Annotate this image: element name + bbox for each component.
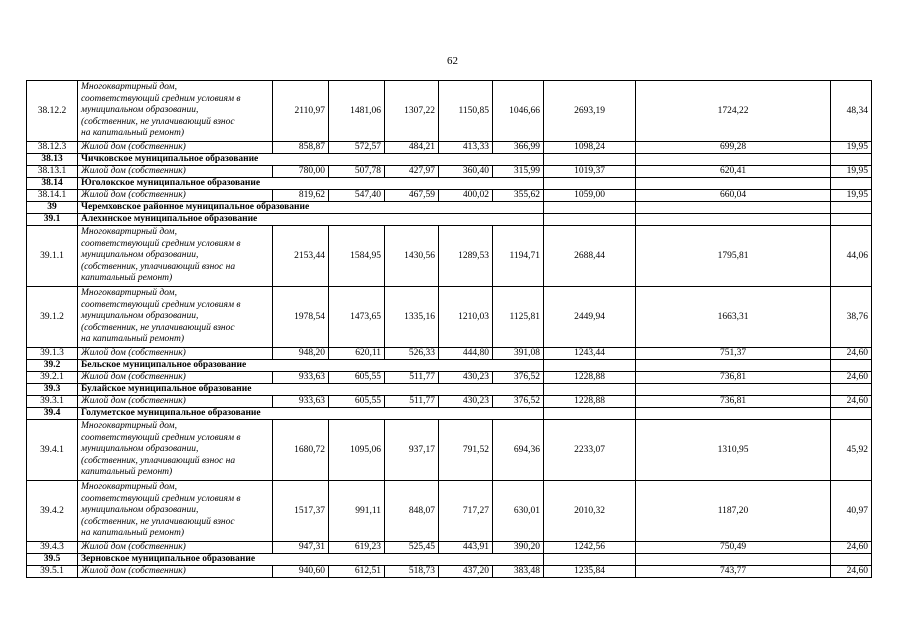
description-line: соответствующий средним условиям в <box>81 299 241 310</box>
value-cell: 948,20 <box>273 348 329 360</box>
value-cell: 1310,95 <box>636 420 831 481</box>
description-line: Многоквартирный дом, <box>81 82 177 93</box>
row-description: Жилой дом (собственник) <box>78 190 273 202</box>
value-cell: 1430,56 <box>385 226 439 287</box>
row-code: 38.12.2 <box>27 81 78 142</box>
value-cell: 572,57 <box>329 142 385 154</box>
value-cell: 525,45 <box>385 542 439 554</box>
value-cell: 1187,20 <box>636 481 831 542</box>
table-row <box>27 142 872 154</box>
value-cell: 1724,22 <box>636 81 831 142</box>
value-cell: 484,21 <box>385 142 439 154</box>
value-cell: 1795,81 <box>636 226 831 287</box>
value-cell: 390,20 <box>493 542 544 554</box>
description-line: муниципальном образовании, <box>81 105 199 116</box>
empty-cell <box>636 214 831 226</box>
value-cell: 1335,16 <box>385 287 439 348</box>
section-row <box>27 360 872 372</box>
description-line: муниципальном образовании, <box>81 250 199 261</box>
section-code: 39 <box>27 202 78 214</box>
row-description <box>78 481 273 542</box>
row-description <box>78 226 273 287</box>
value-cell: 2153,44 <box>273 226 329 287</box>
value-cell: 743,77 <box>636 566 831 578</box>
value-cell: 736,81 <box>636 372 831 384</box>
value-cell: 430,23 <box>439 372 493 384</box>
row-description: Жилой дом (собственник) <box>78 396 273 408</box>
description-line: муниципальном образовании, <box>81 311 199 322</box>
table-row <box>27 396 872 408</box>
table-row <box>27 166 872 178</box>
value-cell: 413,33 <box>439 142 493 154</box>
description-line: на капитальный ремонт) <box>81 528 185 539</box>
value-cell: 511,77 <box>385 396 439 408</box>
section-code: 38.14 <box>27 178 78 190</box>
table-body <box>27 81 872 578</box>
value-cell: 24,60 <box>831 396 872 408</box>
section-name: Голуметское муниципальное образование <box>78 408 544 420</box>
value-cell: 1194,71 <box>493 226 544 287</box>
value-cell: 1046,66 <box>493 81 544 142</box>
section-name: Юголокское муниципальное образование <box>78 178 544 190</box>
empty-cell <box>636 154 831 166</box>
section-row <box>27 154 872 166</box>
value-cell: 736,81 <box>636 396 831 408</box>
table-row <box>27 481 872 542</box>
section-row <box>27 214 872 226</box>
table-row <box>27 190 872 202</box>
value-cell: 1228,88 <box>544 396 636 408</box>
row-code: 39.4.2 <box>27 481 78 542</box>
value-cell: 619,23 <box>329 542 385 554</box>
value-cell: 383,48 <box>493 566 544 578</box>
row-code: 38.13.1 <box>27 166 78 178</box>
value-cell: 24,60 <box>831 566 872 578</box>
value-cell: 630,01 <box>493 481 544 542</box>
value-cell: 2449,94 <box>544 287 636 348</box>
empty-cell <box>636 360 831 372</box>
value-cell: 750,49 <box>636 542 831 554</box>
value-cell: 751,37 <box>636 348 831 360</box>
value-cell: 44,06 <box>831 226 872 287</box>
value-cell: 1019,37 <box>544 166 636 178</box>
value-cell: 1481,06 <box>329 81 385 142</box>
row-description: Жилой дом (собственник) <box>78 566 273 578</box>
value-cell: 38,76 <box>831 287 872 348</box>
empty-cell <box>544 154 636 166</box>
description-line: Многоквартирный дом, <box>81 421 177 432</box>
empty-cell <box>831 554 872 566</box>
value-cell: 1125,81 <box>493 287 544 348</box>
description-line: соответствующий средним условиям в <box>81 238 241 249</box>
description-line: Многоквартирный дом, <box>81 227 177 238</box>
table-row <box>27 420 872 481</box>
empty-cell <box>544 554 636 566</box>
value-cell: 19,95 <box>831 142 872 154</box>
section-row <box>27 408 872 420</box>
row-code: 39.1.3 <box>27 348 78 360</box>
empty-cell <box>831 408 872 420</box>
description-line: соответствующий средним условиям в <box>81 493 241 504</box>
value-cell: 660,04 <box>636 190 831 202</box>
value-cell: 360,40 <box>439 166 493 178</box>
section-code: 39.2 <box>27 360 78 372</box>
section-name: Чичковское муниципальное образование <box>78 154 544 166</box>
value-cell: 366,99 <box>493 142 544 154</box>
value-cell: 1228,88 <box>544 372 636 384</box>
value-cell: 376,52 <box>493 372 544 384</box>
section-row <box>27 178 872 190</box>
value-cell: 48,34 <box>831 81 872 142</box>
section-code: 39.3 <box>27 384 78 396</box>
section-code: 39.1 <box>27 214 78 226</box>
table-row <box>27 81 872 142</box>
table-row <box>27 348 872 360</box>
row-code: 39.1.2 <box>27 287 78 348</box>
row-description <box>78 420 273 481</box>
section-row <box>27 202 872 214</box>
value-cell: 40,97 <box>831 481 872 542</box>
value-cell: 791,52 <box>439 420 493 481</box>
empty-cell <box>831 154 872 166</box>
value-cell: 443,91 <box>439 542 493 554</box>
value-cell: 24,60 <box>831 372 872 384</box>
value-cell: 699,28 <box>636 142 831 154</box>
value-cell: 620,11 <box>329 348 385 360</box>
value-cell: 526,33 <box>385 348 439 360</box>
value-cell: 1289,53 <box>439 226 493 287</box>
section-code: 39.4 <box>27 408 78 420</box>
value-cell: 518,73 <box>385 566 439 578</box>
value-cell: 1473,65 <box>329 287 385 348</box>
row-description <box>78 81 273 142</box>
row-description: Жилой дом (собственник) <box>78 542 273 554</box>
empty-cell <box>831 384 872 396</box>
empty-cell <box>636 202 831 214</box>
value-cell: 19,95 <box>831 190 872 202</box>
value-cell: 315,99 <box>493 166 544 178</box>
value-cell: 1098,24 <box>544 142 636 154</box>
empty-cell <box>636 384 831 396</box>
table-row <box>27 372 872 384</box>
value-cell: 858,87 <box>273 142 329 154</box>
value-cell: 1663,31 <box>636 287 831 348</box>
section-name: Булайское муниципальное образование <box>78 384 544 396</box>
value-cell: 694,36 <box>493 420 544 481</box>
tariff-table <box>26 80 872 578</box>
value-cell: 1242,56 <box>544 542 636 554</box>
value-cell: 612,51 <box>329 566 385 578</box>
value-cell: 848,07 <box>385 481 439 542</box>
description-line: муниципальном образовании, <box>81 505 199 516</box>
section-name: Бельское муниципальное образование <box>78 360 544 372</box>
value-cell: 507,78 <box>329 166 385 178</box>
value-cell: 437,20 <box>439 566 493 578</box>
value-cell: 940,60 <box>273 566 329 578</box>
value-cell: 819,62 <box>273 190 329 202</box>
table-row <box>27 566 872 578</box>
empty-cell <box>636 178 831 190</box>
description-line: соответствующий средним условиям в <box>81 432 241 443</box>
row-code: 38.14.1 <box>27 190 78 202</box>
value-cell: 780,00 <box>273 166 329 178</box>
row-code: 39.4.3 <box>27 542 78 554</box>
value-cell: 24,60 <box>831 542 872 554</box>
value-cell: 717,27 <box>439 481 493 542</box>
value-cell: 1235,84 <box>544 566 636 578</box>
value-cell: 2233,07 <box>544 420 636 481</box>
description-line: капитальный ремонт) <box>81 273 173 284</box>
value-cell: 605,55 <box>329 396 385 408</box>
value-cell: 1243,44 <box>544 348 636 360</box>
table-row <box>27 226 872 287</box>
row-description <box>78 287 273 348</box>
description-line: (собственник, не уплачивающий взнос <box>81 516 235 527</box>
value-cell: 547,40 <box>329 190 385 202</box>
section-code: 38.13 <box>27 154 78 166</box>
empty-cell <box>544 202 636 214</box>
description-line: Многоквартирный дом, <box>81 482 177 493</box>
page-number: 62 <box>447 55 458 67</box>
row-description: Жилой дом (собственник) <box>78 166 273 178</box>
value-cell: 991,11 <box>329 481 385 542</box>
row-code: 39.5.1 <box>27 566 78 578</box>
section-row <box>27 384 872 396</box>
empty-cell <box>831 360 872 372</box>
description-line: муниципальном образовании, <box>81 444 199 455</box>
empty-cell <box>544 360 636 372</box>
row-code: 39.3.1 <box>27 396 78 408</box>
description-line: соответствующий средним условиям в <box>81 93 241 104</box>
value-cell: 1680,72 <box>273 420 329 481</box>
value-cell: 2110,97 <box>273 81 329 142</box>
value-cell: 511,77 <box>385 372 439 384</box>
value-cell: 1307,22 <box>385 81 439 142</box>
value-cell: 933,63 <box>273 396 329 408</box>
description-line: (собственник, уплачивающий взнос на <box>81 455 236 466</box>
description-line: капитальный ремонт) <box>81 467 173 478</box>
value-cell: 2688,44 <box>544 226 636 287</box>
description-line: Многоквартирный дом, <box>81 288 177 299</box>
row-code: 39.4.1 <box>27 420 78 481</box>
value-cell: 1150,85 <box>439 81 493 142</box>
value-cell: 1210,03 <box>439 287 493 348</box>
description-line: (собственник, не уплачивающий взнос <box>81 116 235 127</box>
value-cell: 2010,32 <box>544 481 636 542</box>
empty-cell <box>544 214 636 226</box>
empty-cell <box>636 408 831 420</box>
value-cell: 1584,95 <box>329 226 385 287</box>
row-description: Жилой дом (собственник) <box>78 348 273 360</box>
value-cell: 947,31 <box>273 542 329 554</box>
value-cell: 391,08 <box>493 348 544 360</box>
description-line: (собственник, уплачивающий взнос на <box>81 261 236 272</box>
value-cell: 19,95 <box>831 166 872 178</box>
description-line: на капитальный ремонт) <box>81 334 185 345</box>
description-line: на капитальный ремонт) <box>81 128 185 139</box>
row-code: 38.12.3 <box>27 142 78 154</box>
value-cell: 1978,54 <box>273 287 329 348</box>
value-cell: 24,60 <box>831 348 872 360</box>
row-code: 39.1.1 <box>27 226 78 287</box>
empty-cell <box>544 384 636 396</box>
value-cell: 933,63 <box>273 372 329 384</box>
section-row <box>27 554 872 566</box>
value-cell: 467,59 <box>385 190 439 202</box>
empty-cell <box>831 202 872 214</box>
value-cell: 2693,19 <box>544 81 636 142</box>
empty-cell <box>544 178 636 190</box>
table-row <box>27 287 872 348</box>
value-cell: 620,41 <box>636 166 831 178</box>
row-code: 39.2.1 <box>27 372 78 384</box>
empty-cell <box>831 178 872 190</box>
value-cell: 427,97 <box>385 166 439 178</box>
section-name: Алехинское муниципальное образование <box>78 214 544 226</box>
value-cell: 937,17 <box>385 420 439 481</box>
row-description: Жилой дом (собственник) <box>78 372 273 384</box>
table-row <box>27 542 872 554</box>
description-line: (собственник, не уплачивающий взнос <box>81 322 235 333</box>
section-name: Черемховское районное муниципальное образование <box>78 202 544 214</box>
value-cell: 430,23 <box>439 396 493 408</box>
row-description: Жилой дом (собственник) <box>78 142 273 154</box>
value-cell: 45,92 <box>831 420 872 481</box>
value-cell: 605,55 <box>329 372 385 384</box>
empty-cell <box>544 408 636 420</box>
value-cell: 1095,06 <box>329 420 385 481</box>
section-name: Зерновское муниципальное образование <box>78 554 544 566</box>
value-cell: 1517,37 <box>273 481 329 542</box>
value-cell: 400,02 <box>439 190 493 202</box>
value-cell: 1059,00 <box>544 190 636 202</box>
empty-cell <box>831 214 872 226</box>
section-code: 39.5 <box>27 554 78 566</box>
value-cell: 376,52 <box>493 396 544 408</box>
value-cell: 444,80 <box>439 348 493 360</box>
empty-cell <box>636 554 831 566</box>
value-cell: 355,62 <box>493 190 544 202</box>
